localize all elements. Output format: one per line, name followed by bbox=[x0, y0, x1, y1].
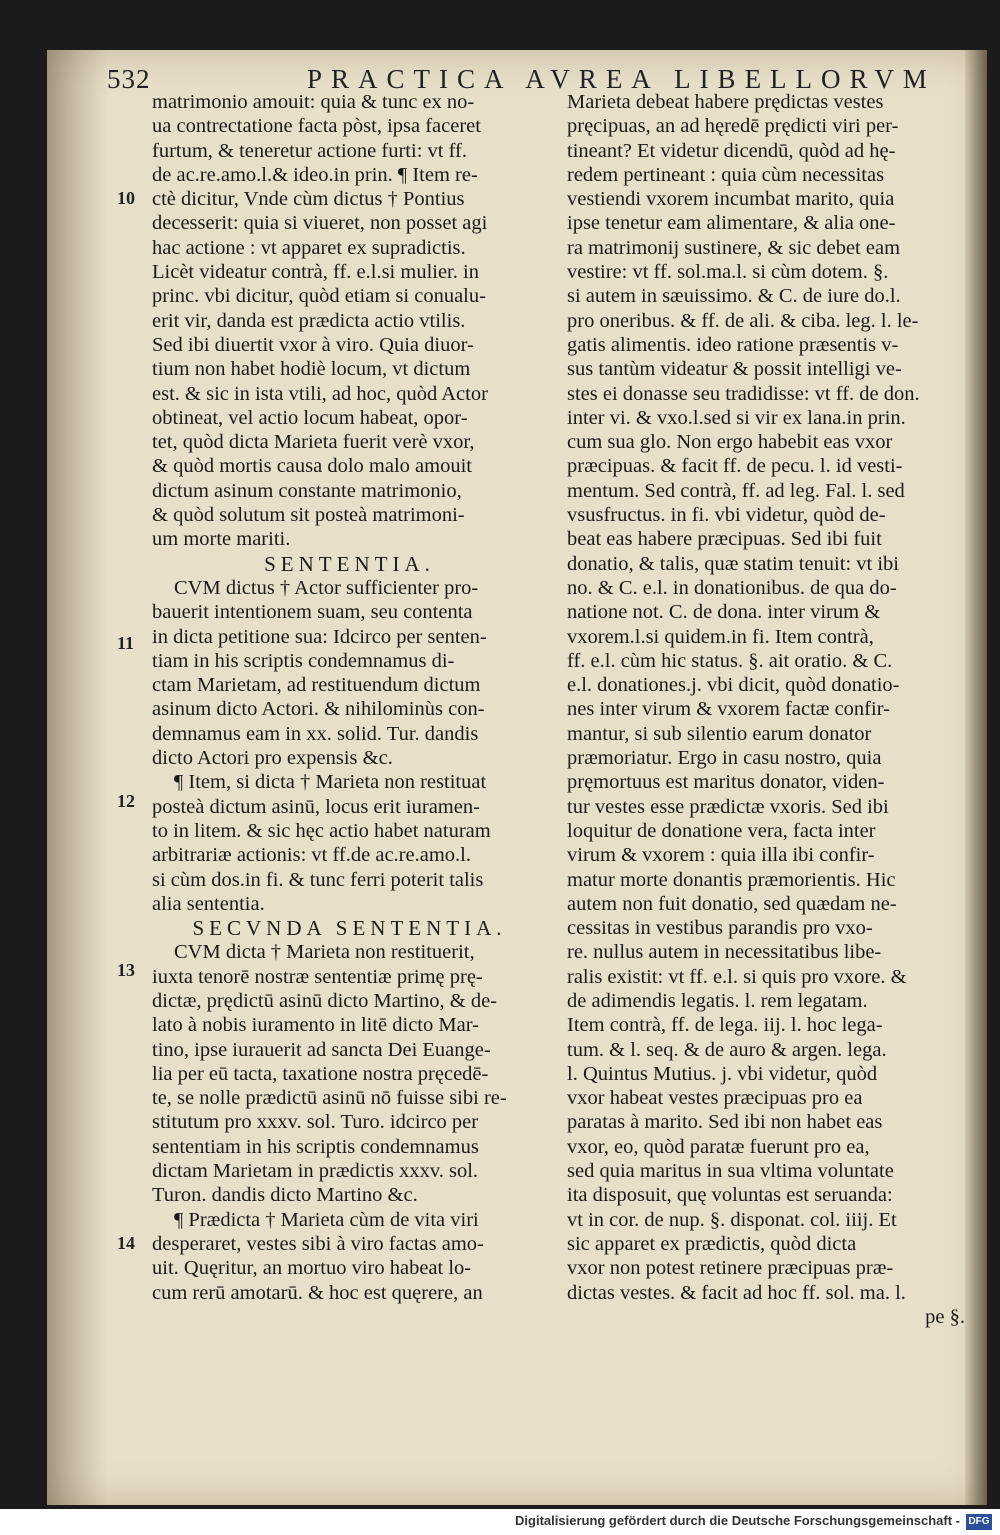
text-line: est. & sic in ista vtili, ad hoc, quòd Actor bbox=[152, 382, 488, 405]
text-line: inter vi. & vxo.l.sed si vir ex lana.in prin. bbox=[567, 406, 906, 429]
text-line: dicto Actori pro expensis &c. bbox=[152, 747, 393, 770]
text-line: ctè dicitur, Vnde cùm dictus † Pontius bbox=[152, 188, 465, 211]
text-line: stitutum pro xxxv. sol. Turo. idcirco per bbox=[152, 1111, 479, 1134]
text-line: vsusfructus. in fi. vbi videtur, quòd de- bbox=[567, 504, 886, 527]
text-line: sed quia maritus in sua vltima voluntate bbox=[567, 1160, 894, 1183]
text-line: ff. e.l. cùm hic status. §. ait oratio. & C. bbox=[567, 649, 893, 672]
text-line: Item contrà, ff. de lega. iij. l. hoc lega- bbox=[567, 1014, 883, 1037]
text-line: Licèt videatur contrà, ff. e.l.si mulier. in bbox=[152, 261, 479, 284]
text-line: de adimendis legatis. l. rem legatam. bbox=[567, 989, 868, 1012]
section-heading: SENTENTIA. bbox=[264, 551, 435, 576]
text-line: decesserit: quia si viueret, non posset agi bbox=[152, 212, 488, 235]
text-line: præmoriatur. Ergo in casu nostro, quia bbox=[567, 747, 882, 770]
running-head: PRACTICA AVREA LIBELLORVM bbox=[307, 64, 936, 94]
text-line: donatio, & talis, quæ statim tenuit: vt ibi bbox=[567, 552, 899, 575]
text-line: sic apparet ex prædictis, quòd dicta bbox=[567, 1232, 857, 1255]
text-line: to in litem. & sic hęc actio habet naturam bbox=[152, 819, 491, 842]
text-line: demnamus eam in xx. solid. Tur. dandis bbox=[152, 722, 479, 745]
text-line: sus tantùm videatur & possit intelligi ve- bbox=[567, 358, 902, 381]
text-line: gatis alimentis. ideo ratione præsentis v- bbox=[567, 333, 899, 356]
text-line: matur morte donantis præmorientis. Hic bbox=[567, 868, 896, 891]
text-line: tum. & l. seq. & de auro & argen. lega. bbox=[567, 1038, 887, 1061]
dfg-logo: DFG bbox=[966, 1514, 992, 1530]
text-line: ralis existit: vt ff. e.l. si quis pro vxore. & bbox=[567, 965, 907, 988]
text-line: ¶ Item, si dicta † Marieta non restituat bbox=[174, 771, 487, 794]
left-text-column bbox=[152, 90, 547, 1305]
margin-number: 11 bbox=[117, 633, 135, 653]
text-line: mentum. Sed contrà, ff. ad leg. Fal. l. sed bbox=[567, 479, 905, 502]
text-line: ctam Marietam, ad restituendum dictum bbox=[152, 674, 481, 697]
text-line: sententiam in his scriptis condemnamus bbox=[152, 1135, 479, 1158]
text-line: CVM dictus † Actor sufficienter pro- bbox=[174, 576, 479, 599]
text-line: lia per eū tacta, taxatione nostra pręcedē- bbox=[152, 1062, 489, 1085]
text-line: e.l. donationes.j. vbi dicit, quòd donatio- bbox=[567, 674, 900, 697]
text-line: ita disposuit, quę voluntas est seruanda: bbox=[567, 1184, 893, 1207]
text-line: tino, ipse iurauerit ad sancta Dei Euange- bbox=[152, 1038, 491, 1061]
text-line: cum sua glo. Non ergo habebit eas vxor bbox=[567, 431, 893, 454]
right-text-column bbox=[567, 90, 965, 1329]
text-line: si autem in sæuissimo. & C. de iure do.l. bbox=[567, 285, 901, 308]
text-line: vxor non potest retinere præcipuas præ- bbox=[567, 1257, 894, 1280]
digitization-footer bbox=[0, 1509, 1000, 1535]
text-line: re. nullus autem in necessitatibus libe- bbox=[567, 941, 882, 964]
text-line: dictæ, prędictū asinū dicto Martino, & de- bbox=[152, 989, 498, 1012]
text-line: furtum, & teneretur actione furti: vt ff. bbox=[152, 139, 467, 162]
margin-number: 13 bbox=[117, 960, 135, 980]
text-line: cum rerū amotarū. & hoc est quęrere, an bbox=[152, 1281, 483, 1304]
text-line: tiam in his scriptis condemnamus di- bbox=[152, 649, 455, 672]
text-line: vestire: vt ff. sol.ma.l. si cùm dotem. §. bbox=[567, 261, 889, 284]
text-line: & quòd mortis causa dolo malo amouit bbox=[152, 455, 472, 478]
text-line: præcipuas. & facit ff. de pecu. l. id vesti- bbox=[567, 455, 903, 478]
book-page bbox=[47, 50, 987, 1505]
text-line: tineant? Et videtur dicendū, quòd ad hę- bbox=[567, 139, 896, 162]
text-line: alia sententia. bbox=[152, 892, 265, 915]
text-line: tet, quòd dicta Marieta fuerit verè vxor, bbox=[152, 431, 475, 454]
page-edge bbox=[965, 50, 987, 1505]
text-line: uit. Quęritur, an mortuo viro habeat lo- bbox=[152, 1257, 472, 1280]
text-line: loquitur de donatione vera, facta inter bbox=[567, 819, 876, 842]
section-heading: SECVNDA SENTENTIA. bbox=[192, 916, 507, 941]
text-line: Turon. dandis dicto Martino &c. bbox=[152, 1184, 418, 1207]
text-line: dictum asinum constante matrimonio, bbox=[152, 479, 462, 502]
text-line: pro oneribus. & ff. de ali. & ciba. leg. l. le- bbox=[567, 309, 919, 332]
text-line: iuxta tenorē nostræ sententiæ primę prę- bbox=[152, 965, 483, 988]
text-line: te, se nolle prædictū asinū nō fuisse sibi re- bbox=[152, 1087, 507, 1110]
text-line: dictam Marietam in prædictis xxxv. sol. bbox=[152, 1160, 479, 1183]
text-line: mantur, si sub silentio earum donator bbox=[567, 722, 872, 745]
margin-number: 12 bbox=[117, 791, 135, 811]
text-line: princ. vbi dicitur, quòd etiam si conualu- bbox=[152, 285, 486, 308]
text-line: asinum dicto Actori. & nihilominùs con- bbox=[152, 698, 485, 721]
text-line: ua contrectatione facta pòst, ipsa faceret bbox=[152, 115, 481, 138]
text-line: no. & C. e.l. in donationibus. de qua do- bbox=[567, 576, 897, 599]
text-line: hac actione : vt apparet ex supradictis. bbox=[152, 236, 466, 259]
text-line: natione not. C. de dona. inter virum & bbox=[567, 601, 881, 624]
text-line: in dicta petitione sua: Idcirco per senten- bbox=[152, 625, 487, 648]
text-line: cessitas in vestibus parandis pro vxo- bbox=[567, 917, 873, 940]
text-line: posteà dictum asinū, locus erit iuramen- bbox=[152, 795, 480, 818]
catchword: pe §. bbox=[925, 1305, 965, 1328]
text-line: de ac.re.amo.l.& ideo.in prin. ¶ Item re- bbox=[152, 163, 478, 186]
text-line: obtineat, vel actio locum habeat, opor- bbox=[152, 406, 468, 429]
text-line: Sed ibi diuertit vxor à viro. Quia diuor- bbox=[152, 333, 474, 356]
text-line: vt in cor. de nup. §. disponat. col. iiij. Et bbox=[567, 1208, 897, 1231]
margin-number: 14 bbox=[117, 1233, 135, 1253]
margin-number: 10 bbox=[117, 188, 135, 208]
text-line: Marieta debeat habere prędictas vestes bbox=[567, 91, 884, 113]
text-line: beat eas habere præcipuas. Sed ibi fuit bbox=[567, 528, 882, 551]
text-line: virum & vxorem : quia illa ibi confir- bbox=[567, 844, 875, 867]
text-line: vxorem.l.si quidem.in fi. Item contrà, bbox=[567, 625, 874, 648]
footer-credit: Digitalisierung gefördert durch die Deutsche Forschungsgemeinschaft - bbox=[515, 1513, 960, 1528]
text-line: redem pertineant : quia cùm necessitas bbox=[567, 163, 885, 186]
text-line: ipse tenetur eam alimentare, & alia one- bbox=[567, 212, 896, 235]
text-line: si cùm dos.in fi. & tunc ferri poterit talis bbox=[152, 868, 484, 891]
text-line: & quòd solutum sit posteà matrimoni- bbox=[152, 504, 465, 527]
text-line: vxor habeat vestes præcipuas pro ea bbox=[567, 1087, 863, 1110]
text-line: lato à nobis iuramento in litē dicto Mar- bbox=[152, 1014, 479, 1037]
text-line: bauerit intentionem suam, seu contenta bbox=[152, 601, 473, 624]
text-line: vxor, eo, quòd paratæ fuerunt pro ea, bbox=[567, 1135, 870, 1158]
text-line: tium non habet hodiè locum, vt dictum bbox=[152, 358, 471, 381]
text-line: vestiendi vxorem incumbat marito, quia bbox=[567, 188, 895, 211]
text-line: ¶ Prædicta † Marieta cùm de vita viri bbox=[174, 1208, 479, 1231]
text-line: autem non fuit donatio, sed quædam ne- bbox=[567, 892, 897, 915]
text-line: CVM dicta † Marieta non restituerit, bbox=[174, 941, 475, 964]
text-line: ra matrimonij sustinere, & sic debet eam bbox=[567, 236, 901, 259]
text-line: paratas à marito. Sed ibi non habet eas bbox=[567, 1111, 883, 1134]
text-line: l. Quintus Mutius. j. vbi videtur, quòd bbox=[567, 1062, 878, 1085]
text-line: pręcipuas, an ad hęredē prędicti viri per- bbox=[567, 115, 899, 138]
text-line: um morte mariti. bbox=[152, 528, 291, 551]
text-line: arbitrariæ actionis: vt ff.de ac.re.amo.l. bbox=[152, 844, 471, 867]
page-number: 532 bbox=[107, 64, 151, 94]
text-line: dictas vestes. & facit ad hoc ff. sol. ma. l. bbox=[567, 1281, 906, 1304]
page-gutter-shadow bbox=[47, 50, 107, 1505]
text-line: stes ei donasse seu tradidisse: vt ff. de don. bbox=[567, 382, 920, 405]
text-line: nes inter virum & vxorem factæ confir- bbox=[567, 698, 890, 721]
text-line: desperaret, vestes sibi à viro factas amo- bbox=[152, 1232, 484, 1255]
text-line: tur vestes esse prædictæ vxoris. Sed ibi bbox=[567, 795, 889, 818]
text-line: erit vir, danda est prædicta actio vtilis. bbox=[152, 309, 466, 332]
text-line: pręmortuus est maritus donator, viden- bbox=[567, 771, 885, 794]
text-line: matrimonio amouit: quia & tunc ex no- bbox=[152, 91, 475, 113]
